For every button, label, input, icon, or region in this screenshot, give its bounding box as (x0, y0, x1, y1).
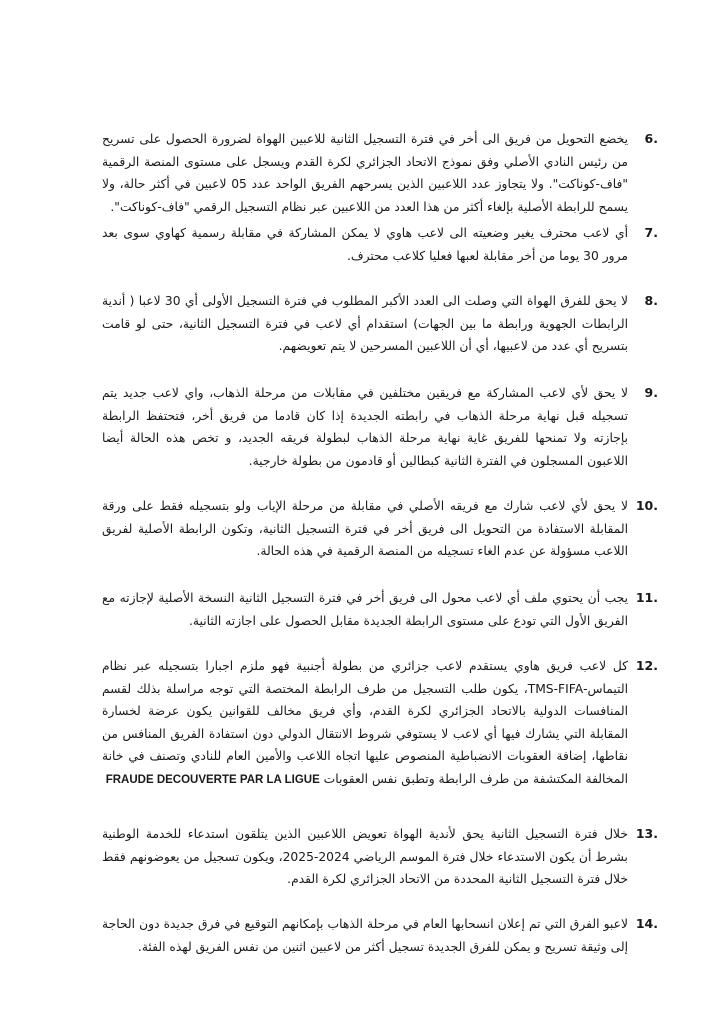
item-text: يخضع التحويل من فريق الى أخر في فترة التسجيل الثانية للاعبين الهواة لضرورة الحصول على تسريح من رئيس النادي الأصلي وفق نموذج الاتحاد الجزائري لكرة القدم ويسجل على مستوى المنصة الرقمية "فاف-كوناكت". ولا يتجاوز عدد اللاعبين الذين يسرحهم الفريق الواحد عدد 05 لاعبين في أكثر حالة، ولا يسمح للرابطة الأصلية بإلغاء أكثر من هذا العدد من اللاعبين عبر نظام التسجيل الرقمي "فاف-كوناكت". (102, 132, 628, 214)
list-item (102, 655, 658, 791)
list-item (102, 587, 658, 632)
item-text: يجب أن يحتوي ملف أي لاعب محول الى فريق أخر في فترة التسجيل الثانية النسخة الأصلية لإجازته مع الفريق الأول التي تودع على مستوى الرابطة الجديدة مقابل الحصول على اجازته الثانية. (102, 591, 628, 628)
item-number: 10. (635, 498, 658, 513)
item-number: 12. (635, 658, 658, 673)
list-item (102, 290, 658, 358)
item-text: لا يحق للفرق الهواة التي وصلت الى العدد الأكبر المطلوب في فترة التسجيل الأولى أي 30 لاعبا ( أندية الرابطات الجهوية ورابطة ما بين الجهات) استقدام أي لاعب في فترة التسجيل الثانية، حتى لو قامت بتسريح أي عدد من لاعبيها، أي أن اللاعبين المسرحين لا يتم تعويضهم. (102, 294, 628, 353)
item-text: خلال فترة التسجيل الثانية يحق لأندية الهواة تعويض اللاعبين الذين يتلقون استدعاء للخدمة الوطنية بشرط أن يكون الاستدعاء خلال فترة الموسم الرياضي 2024-2025، ويكون تسجيل من يعوضونهم فقط خلال فترة التسجيل الثانية المحددة من الاتحاد الجزائري لكرة القدم. (102, 827, 628, 886)
item-text (102, 655, 628, 791)
item-number: 6. (644, 131, 658, 146)
item-text-latin-suffix: FRAUDE DECOUVERTE PAR LA LIGUE (105, 773, 320, 786)
item-text: أي لاعب محترف يغير وضعيته الى لاعب هاوي لا يمكن المشاركة في مقابلة رسمية كهاوي سوى بعد مرور 30 يوما من أخر مقابلة لعبها فعليا كلاعب محترف. (102, 226, 628, 263)
list-item (102, 495, 658, 563)
item-text: لا يحق لأي لاعب المشاركة مع فريقين مختلفين في مقابلات من مرحلة الذهاب، واي لاعب جديد يتم تسجيله قبل نهاية مرحلة الذهاب في رابطته الجديدة إذا كان قادما من فريق أخر، فتحتفظ الرابطة بإجازته ولا تمنحها للفريق غاية نهاية مرحلة الذهاب لبطولة فريقه الجديد، و تخص هذه الحالة أيضا اللاعبون المسجلون في الفترة الثانية كبطالين أو قادمون من بطولة خارجية. (102, 386, 628, 468)
item-number: 9. (644, 385, 658, 400)
item-number: 11. (635, 590, 658, 605)
item-number: 14. (635, 916, 658, 931)
item-text: لا يحق لأي لاعب شارك مع فريقه الأصلي في مقابلة من مرحلة الإياب ولو بتسجيله فقط على ورقة المقابلة الاستفادة من التحويل الى فريق أخر في فترة التسجيل الثانية، وتكون الرابطة الأصلية لفريق اللاعب مسؤولة عن عدم الغاء تسجيله من المنصة الرقمية في هذه الحالة. (102, 499, 628, 558)
list-item (102, 823, 658, 891)
list-item (102, 382, 658, 472)
item-text: لاعبو الفرق التي تم إعلان انسحابها العام في مرحلة الذهاب بإمكانهم التوقيع في فرق جديدة دون الحاجة إلى وثيقة تسريح و يمكن للفرق الجديدة تسجيل أكثر من لاعبين اثنين من نفس الفريق لهذه الفئة. (102, 917, 628, 954)
item-number: 13. (635, 826, 658, 841)
item-number: 8. (644, 293, 658, 308)
list-item (102, 222, 658, 267)
list-item (102, 128, 658, 218)
list-item (102, 913, 658, 958)
item-text-body: كل لاعب فريق هاوي يستقدم لاعب جزائري من بطولة أجنبية فهو ملزم اجبارا بتسجيله عبر نظام التيماس-TMS-FIFA، يكون طلب التسجيل من طرف الرابطة المختصة التي توجه مراسلة بذلك لقسم المنافسات الدولية بالاتحاد الجزائري لكرة القدم، وأي فريق مخالف للقوانين يكون عرضة لخسارة المقابلة التي يشارك فيها أي لاعب لا يستوفي شروط الانتقال الدولي دون استفادة الفريق المنافس من نقاطها، إضافة العقوبات الانضباطية المنصوص عليها اتجاه اللاعب والأمين العام للنادي وتصنف في خانة المخالفة المكتشفة من طرف الرابطة وتطبق نفس العقوبات (102, 659, 628, 786)
item-number: 7. (644, 225, 658, 240)
